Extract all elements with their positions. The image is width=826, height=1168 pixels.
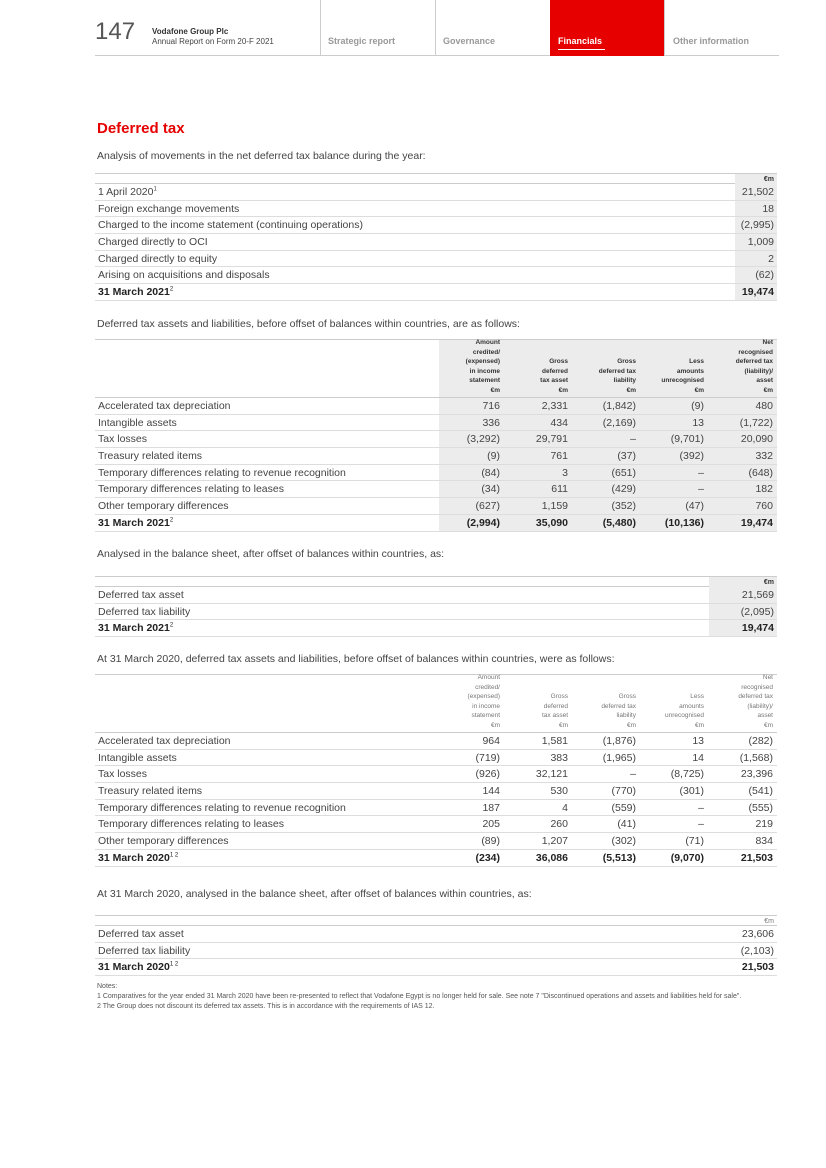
cell-value: – (698, 483, 704, 496)
cell-value: (559) (611, 801, 636, 814)
deferred-tax-2021-table (95, 339, 777, 532)
column-header: Less amounts unrecognised €m (664, 693, 704, 729)
section2-intro: Deferred tax assets and liabilities, before offset of balances within countries, are as follows: (97, 318, 520, 330)
cell-value: 716 (482, 400, 500, 412)
cell-value: 13 (692, 416, 704, 429)
section1-intro: Analysis of movements in the net deferred tax balance during the year: (97, 150, 426, 162)
row-label: Foreign exchange movements (98, 202, 240, 215)
row-value: 2 (768, 252, 774, 265)
cell-value: (1,842) (602, 400, 636, 412)
row-label: Other temporary differences (98, 500, 229, 513)
cell-value: (648) (748, 466, 773, 479)
cell-value: (301) (679, 785, 704, 798)
total-row (95, 850, 777, 867)
cell-value: 29,791 (535, 433, 568, 446)
cell-value: 182 (755, 483, 773, 496)
cell-value: 260 (550, 818, 568, 831)
row-label: Accelerated tax depreciation (98, 400, 231, 412)
row-label: Temporary differences relating to revenue recognition (98, 801, 346, 814)
cell-value: (9,701) (670, 433, 704, 446)
cell-value: 336 (482, 416, 500, 429)
cell-value: 834 (755, 835, 773, 848)
row-label: 31 March 2021$^2$ (98, 516, 174, 529)
row-label: Charged to the income statement (continuing operations) (98, 219, 363, 232)
row-value: (2,103) (740, 944, 774, 957)
cell-value: (89) (481, 835, 500, 848)
column-header: Gross deferred tax liability €m (598, 358, 636, 394)
cell-value: 19,474 (740, 516, 773, 529)
row-value: 23,606 (741, 928, 774, 940)
row-value: (2,995) (740, 219, 774, 232)
balance-sheet-2020-table (95, 915, 777, 976)
row-label: Tax losses (98, 433, 148, 446)
row-value: 21,502 (741, 186, 774, 198)
cell-value: – (698, 466, 704, 479)
table-row (95, 783, 777, 800)
table-row (95, 251, 777, 268)
cell-value: (47) (685, 500, 704, 513)
unit-header: €m (95, 173, 777, 184)
column-header: Gross deferred tax asset €m (541, 693, 568, 729)
cell-value: 2,331 (541, 400, 568, 412)
row-label: Temporary differences relating to leases (98, 818, 284, 831)
row-label: Treasury related items (98, 450, 203, 463)
section3-intro: Analysed in the balance sheet, after offset of balances within countries, as: (97, 548, 445, 560)
cell-value: 14 (692, 751, 704, 764)
table-row (95, 217, 777, 234)
cell-value: (41) (617, 818, 636, 831)
total-row (95, 620, 777, 637)
table-row (95, 766, 777, 783)
cell-value: 144 (482, 785, 500, 798)
page-title: Deferred tax (97, 120, 185, 137)
table-row (95, 498, 777, 515)
table-row (95, 267, 777, 284)
row-label: 31 March $2020^{1 2}$ (98, 851, 179, 864)
row-label: 31 March 2021$^2$ (98, 286, 174, 299)
cell-value: – (630, 433, 636, 446)
table-row (95, 234, 777, 251)
row-label: Charged directly to equity (98, 252, 218, 265)
cell-value: 205 (482, 818, 500, 831)
notes-heading: Notes: (97, 983, 118, 990)
row-label: Temporary differences relating to leases (98, 483, 284, 496)
active-tab-background (550, 0, 664, 56)
table-row (95, 833, 777, 850)
cell-value: 480 (755, 400, 773, 412)
row-value: (2,095) (740, 605, 774, 618)
cell-value: 383 (550, 751, 568, 764)
report-name: Annual Report on Form 20-F 2021 (152, 37, 274, 46)
cell-value: (9) (487, 450, 500, 463)
cell-value: 21,503 (740, 851, 773, 864)
row-value: 19,474 (741, 286, 774, 299)
cell-value: (770) (611, 785, 636, 798)
cell-value: 3 (562, 466, 568, 479)
cell-value: (1,568) (739, 751, 773, 764)
row-value: 21,503 (741, 961, 774, 974)
cell-value: (5,480) (602, 516, 636, 529)
cell-value: (71) (685, 835, 704, 848)
cell-value: (5,513) (602, 851, 636, 864)
deferred-tax-2020-table (95, 674, 777, 867)
table-row (95, 431, 777, 448)
cell-value: (392) (679, 450, 704, 463)
cell-value: (9) (691, 400, 704, 412)
unit-header: €m (95, 915, 777, 926)
table-row (95, 733, 777, 750)
movements-table (95, 173, 777, 301)
cell-value: (282) (748, 735, 773, 747)
table-row (95, 587, 777, 604)
row-label: Deferred tax asset (98, 589, 184, 601)
cell-value: 332 (755, 450, 773, 463)
cell-value: (541) (748, 785, 773, 798)
table-row (95, 481, 777, 498)
cell-value: 1,159 (541, 500, 568, 513)
total-row (95, 959, 777, 976)
cell-value: (1,722) (739, 416, 773, 429)
row-label: Deferred tax liability (98, 605, 191, 618)
column-header: Amount credited/ (expensed) in income statement €m (467, 674, 500, 729)
row-label: Deferred tax asset (98, 928, 184, 940)
cell-value: (651) (611, 466, 636, 479)
tab-other-information[interactable]: Other information (673, 36, 749, 46)
total-row (95, 284, 777, 301)
row-label: Charged directly to OCI (98, 236, 208, 249)
note-2: 2 The Group does not discount its deferred tax assets. This is in accordance with the requirements of IAS 12. (97, 1003, 435, 1010)
cell-value: (10,136) (664, 516, 704, 529)
table-row (95, 465, 777, 482)
section5-intro: At 31 March 2020, analysed in the balance sheet, after offset of balances within countries, as: (97, 888, 532, 900)
cell-value: (1,965) (602, 751, 636, 764)
balance-sheet-2021-table (95, 576, 777, 637)
cell-value: (84) (481, 466, 500, 479)
unit-header: €m (95, 576, 777, 587)
table-row (95, 448, 777, 465)
table-row (95, 926, 777, 943)
cell-value: 36,086 (535, 851, 568, 864)
table-row (95, 201, 777, 218)
cell-value: (8,725) (670, 768, 704, 781)
cell-value: (926) (475, 768, 500, 781)
cell-value: (302) (611, 835, 636, 848)
cell-value: (3,292) (466, 433, 500, 446)
cell-value: (555) (748, 801, 773, 814)
cell-value: 964 (482, 735, 500, 747)
cell-value: (719) (475, 751, 500, 764)
cell-value: 187 (482, 801, 500, 814)
table-row (95, 184, 777, 201)
cell-value: (37) (617, 450, 636, 463)
row-value: 1,009 (747, 236, 774, 249)
table-row (95, 604, 777, 621)
tab-strategic-report[interactable]: Strategic report (328, 36, 396, 46)
column-header: Net recognised deferred tax (liability)/ asset €m (738, 674, 773, 729)
cell-value: 35,090 (535, 516, 568, 529)
cell-value: 219 (755, 818, 773, 831)
cell-value: (429) (611, 483, 636, 496)
column-header: Net recognised deferred tax (liability)/ asset €m (735, 339, 773, 394)
page-number: 147 (95, 18, 136, 45)
cell-value: (2,169) (602, 416, 636, 429)
cell-value: – (630, 768, 636, 781)
cell-value: (1,876) (602, 735, 636, 747)
cell-value: (34) (481, 483, 500, 496)
cell-value: 23,396 (740, 768, 773, 781)
cell-value: 1,581 (541, 735, 568, 747)
column-header: Amount credited/ (expensed) in income statement €m (465, 339, 500, 394)
cell-value: (352) (611, 500, 636, 513)
column-header: Less amounts unrecognised €m (661, 358, 704, 394)
cell-value: 13 (692, 735, 704, 747)
cell-value: (2,994) (466, 516, 500, 529)
table-row (95, 816, 777, 833)
table-row (95, 800, 777, 817)
cell-value: 761 (550, 450, 568, 463)
row-value: 19,474 (741, 622, 774, 635)
row-label: 1 April 2020$^1$ (98, 186, 157, 198)
cell-value: 530 (550, 785, 568, 798)
cell-value: (627) (475, 500, 500, 513)
tab-financials[interactable]: Financials (558, 36, 603, 46)
row-label: Intangible assets (98, 416, 177, 429)
cell-value: 760 (755, 500, 773, 513)
note-1: 1 Comparatives for the year ended 31 March 2020 have been re-presented to reflect that Vodafone Egypt is no longer held for sale. See note 7 "Discontinued operations and assets and liabilities held for sale". (97, 993, 742, 1000)
row-label: 31 March $2020^{1 2}$ (98, 961, 179, 974)
cell-value: 611 (551, 483, 568, 496)
row-value: 21,569 (741, 589, 774, 601)
table-row (95, 415, 777, 432)
column-header: Gross deferred tax asset €m (540, 358, 568, 394)
row-label: Other temporary differences (98, 835, 229, 848)
row-label: Temporary differences relating to revenue recognition (98, 466, 346, 479)
row-value: (62) (755, 269, 774, 282)
cell-value: 434 (550, 416, 568, 429)
cell-value: (9,070) (670, 851, 704, 864)
row-value: 18 (762, 202, 774, 215)
tab-governance[interactable]: Governance (443, 36, 496, 46)
cell-value: 4 (562, 801, 568, 814)
row-label: Deferred tax liability (98, 944, 191, 957)
row-label: 31 March 2021$^2$ (98, 622, 174, 635)
cell-value: 20,090 (740, 433, 773, 446)
row-label: Intangible assets (98, 751, 177, 764)
page-header (95, 0, 779, 56)
row-label: Arising on acquisitions and disposals (98, 269, 270, 282)
table-row (95, 398, 777, 415)
cell-value: 32,121 (535, 768, 568, 781)
column-header: Gross deferred tax liability €m (601, 693, 636, 729)
table-row (95, 750, 777, 767)
section4-intro: At 31 March 2020, deferred tax assets and liabilities, before offset of balances within countries, were as follows: (97, 653, 615, 665)
cell-value: (234) (475, 851, 500, 864)
company-name: Vodafone Group Plc (152, 27, 229, 36)
cell-value: – (698, 801, 704, 814)
cell-value: 1,207 (541, 835, 568, 848)
cell-value: – (698, 818, 704, 831)
active-tab-underline (558, 49, 605, 50)
total-row (95, 515, 777, 532)
footnotes (97, 982, 777, 1012)
table-row (95, 943, 777, 960)
row-label: Accelerated tax depreciation (98, 735, 231, 747)
row-label: Treasury related items (98, 785, 203, 798)
row-label: Tax losses (98, 768, 148, 781)
